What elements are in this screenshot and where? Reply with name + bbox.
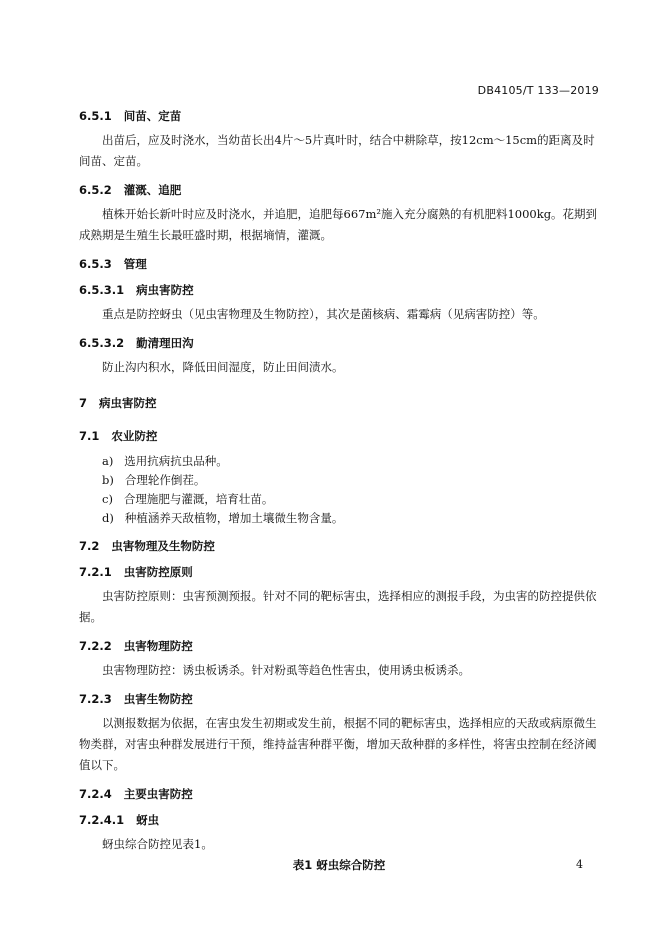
heading-7-2-4: 7.2.4 主要虫害防控 [79, 787, 193, 801]
document-body [79, 100, 599, 873]
heading-6-5-1: 6.5.1 间苗、定苗 [79, 109, 182, 123]
list-item: d) 种植涵养天敌植物，增加土壤微生物含量。 [102, 511, 344, 525]
list-item: a) 选用抗病抗虫品种。 [102, 454, 228, 468]
heading-6-5-2: 6.5.2 灌溉、追肥 [79, 183, 182, 197]
paragraph-6-5-2: 植株开始长新叶时应及时浇水，并追肥，追肥每667m²施入充分腐熟的有机肥料1000kg。花期到成熟期是生殖生长最旺盛时期，根据墒情，灌溉。 [79, 207, 598, 242]
paragraph-6-5-3-1: 重点是防控蚜虫（见虫害物理及生物防控），其次是菌核病、霜霉病（见病害防控）等。 [102, 307, 545, 321]
heading-7-2-3: 7.2.3 虫害生物防控 [79, 692, 193, 706]
paragraph-7-2-2: 虫害物理防控：诱虫板诱杀。针对粉虱等趋色性害虫，使用诱虫板诱杀。 [102, 663, 470, 677]
document-id: DB4105/T 133—2019 [477, 84, 599, 97]
heading-7: 7 病虫害防控 [79, 396, 157, 410]
paragraph-6-5-1: 出苗后，应及时浇水，当幼苗长出4片～5片真叶时，结合中耕除草，按12cm～15cm的距离及时间苗、定苗。 [79, 133, 595, 168]
heading-7-2-4-1: 7.2.4.1 蚜虫 [79, 813, 160, 827]
table-caption: 表1 蚜虫综合防控 [292, 858, 386, 872]
list-item: c) 合理施肥与灌溉，培育壮苗。 [102, 492, 274, 506]
paragraph-6-5-3-2: 防止沟内积水，降低田间湿度，防止田间渍水。 [102, 360, 344, 374]
page-number: 4 [576, 858, 583, 871]
paragraph-7-2-1: 虫害防控原则：虫害预测预报。针对不同的靶标害虫，选择相应的测报手段，为虫害的防控提供依据。 [79, 589, 597, 624]
list-7-1 [79, 452, 599, 528]
heading-6-5-3-2: 6.5.3.2 勤清理田沟 [79, 336, 194, 350]
heading-7-2-1: 7.2.1 虫害防控原则 [79, 565, 193, 579]
heading-7-2-2: 7.2.2 虫害物理防控 [79, 639, 193, 653]
paragraph-7-2-3: 以测报数据为依据，在害虫发生初期或发生前，根据不同的靶标害虫，选择相应的天敌或病原微生物类群，对害虫种群发展进行干预，维持益害种群平衡，增加天敌种群的多样性，将害虫控制在经济阈值以下。 [79, 716, 597, 772]
heading-6-5-3: 6.5.3 管理 [79, 257, 147, 271]
list-item: b) 合理轮作倒茬。 [102, 473, 206, 487]
heading-6-5-3-1: 6.5.3.1 病虫害防控 [79, 283, 194, 297]
heading-7-2: 7.2 虫害物理及生物防控 [79, 539, 215, 553]
heading-7-1: 7.1 农业防控 [79, 429, 158, 443]
paragraph-7-2-4-1: 蚜虫综合防控见表1。 [102, 837, 213, 851]
